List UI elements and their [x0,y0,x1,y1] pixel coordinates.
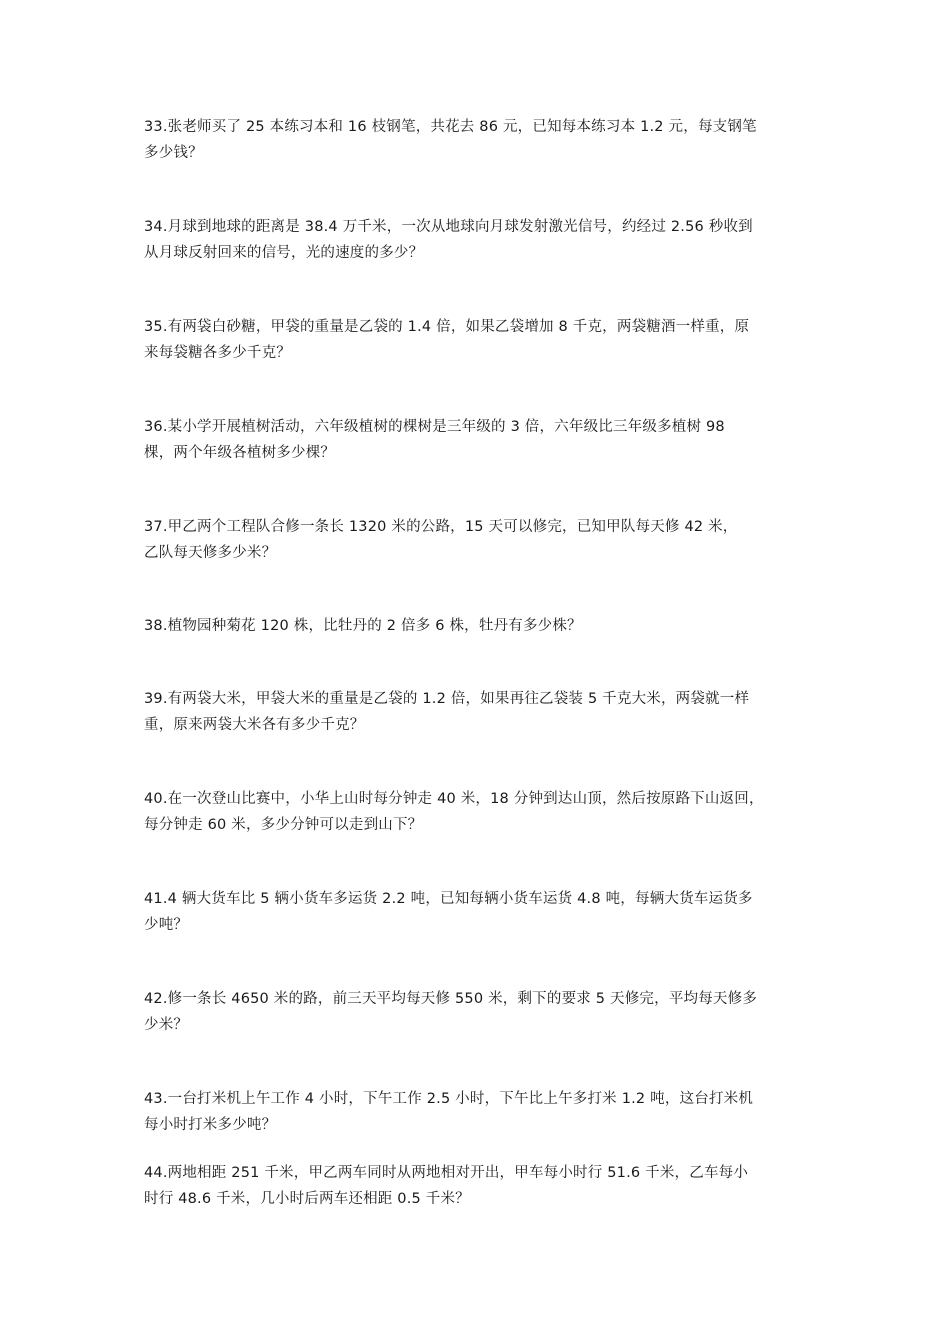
problem-37-line-1: 37.甲乙两个工程队合修一条长 1320 米的公路，15 天可以修完，已知甲队每天修 42 米， [144,519,738,535]
problem-42 [144,986,808,1038]
problem-37 [144,514,808,566]
problem-34-line-2: 从月球反射回来的信号，光的速度的多少？ [144,245,424,261]
problem-35-line-1: 35.有两袋白砂糖，甲袋的重量是乙袋的 1.4 倍，如果乙袋增加 8 千克，两袋糖酒一样重，原 [144,319,750,335]
problem-33 [144,114,808,166]
problem-44 [144,1160,808,1212]
problem-43-line-1: 43.一台打米机上午工作 4 小时，下午工作 2.5 小时，下午比上午多打米 1.2 吨，这台打米机 [144,1091,754,1107]
problem-44-line-2: 时行 48.6 千米，几小时后两车还相距 0.5 千米？ [144,1191,470,1207]
problem-40 [144,786,808,838]
problem-35 [144,314,808,366]
problem-37-line-2: 乙队每天修多少米？ [144,545,277,561]
problem-39-line-2: 重，原来两袋大米各有多少千克？ [144,717,365,733]
problem-38 [144,613,808,639]
problem-38-line-1: 38.植物园种菊花 120 株，比牡丹的 2 倍多 6 株，牡丹有多少株？ [144,618,582,634]
problem-39 [144,686,808,738]
problem-43-line-2: 每小时打米多少吨？ [144,1117,277,1133]
problem-33-line-2: 多少钱？ [144,145,203,161]
problem-39-line-1: 39.有两袋大米，甲袋大米的重量是乙袋的 1.2 倍，如果再往乙袋装 5 千克大米，两袋就一样 [144,691,750,707]
problem-40-line-2: 每分钟走 60 米，多少分钟可以走到山下？ [144,817,423,833]
problem-36-line-1: 36.某小学开展植树活动，六年级植树的棵树是三年级的 3 倍，六年级比三年级多植树 98 [144,419,725,435]
problem-42-line-1: 42.修一条长 4650 米的路，前三天平均每天修 550 米，剩下的要求 5 天修完，平均每天修多 [144,991,758,1007]
problem-36-line-2: 棵，两个年级各植树多少棵？ [144,445,336,461]
problem-35-line-2: 来每袋糖各多少千克？ [144,345,291,361]
problem-44-line-1: 44.两地相距 251 千米，甲乙两车同时从两地相对开出，甲车每小时行 51.6 千米，乙车每小 [144,1165,749,1181]
problem-43 [144,1086,808,1138]
problem-41 [144,886,808,938]
problem-41-line-1: 41.4 辆大货车比 5 辆小货车多运货 2.2 吨，已知每辆小货车运货 4.8 吨，每辆大货车运货多 [144,891,753,907]
problem-41-line-2: 少吨？ [144,917,189,933]
problem-34 [144,214,808,266]
problem-42-line-2: 少米？ [144,1017,189,1033]
problem-33-line-1: 33.张老师买了 25 本练习本和 16 枝钢笔，共花去 86 元，已知每本练习本 1.2 元，每支钢笔 [144,119,757,135]
problem-40-line-1: 40.在一次登山比赛中，小华上山时每分钟走 40 米，18 分钟到达山顶，然后按原路下山返回， [144,791,764,807]
problem-34-line-1: 34.月球到地球的距离是 38.4 万千米，一次从地球向月球发射激光信号，约经过 2.56 秒收到 [144,219,753,235]
problem-36 [144,414,808,466]
